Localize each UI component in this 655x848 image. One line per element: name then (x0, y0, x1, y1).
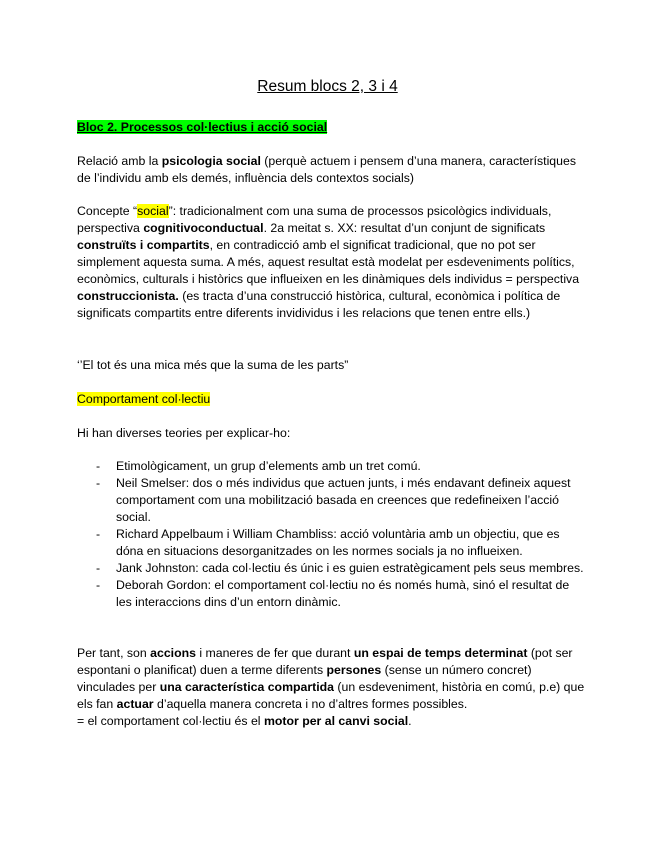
section-heading-text: Comportament col·lectiu (77, 392, 211, 406)
bullet-marker: - (96, 459, 101, 473)
text-run: Concepte “ (77, 204, 138, 218)
text-run: = el comportament col·lectiu és el (77, 714, 264, 728)
list-item-text: Richard Appelbaum i William Chambliss: acció voluntària amb un objectiu, que es dóna en situacions desorganitzades on les normes socials ja no influeixen. (116, 527, 560, 558)
text-run: ”: tradicionalment com una suma de processos psicològics individuals, perspectiva (77, 204, 552, 235)
bloc-heading-text: Bloc 2. Processos col·lectius i acció social (77, 120, 328, 134)
list-item-text: Deborah Gordon: el comportament col·lectiu no és només humà, sinó el resultat de les interaccions dins d’un entorn dinàmic. (116, 578, 570, 609)
bold-term: actuar (116, 697, 154, 711)
document-title: Resum blocs 2, 3 i 4 (257, 78, 398, 95)
text-run: . 2a meitat s. XX: resultat d’un conjunt de significats (263, 221, 546, 235)
text-run: (perquè actuem i pensem d’una manera, característiques de l’individu amb els demés, influència dels contextos socials) (77, 154, 576, 185)
text-run: Relació amb la (77, 154, 162, 168)
bold-term: psicologia social (161, 154, 261, 168)
list-item (77, 577, 587, 611)
bullet-marker: - (96, 578, 101, 592)
bullet-marker: - (96, 561, 101, 575)
section-heading (77, 391, 587, 408)
text-run: (un esdeveniment, història en comú, p.e) que els fan (77, 680, 585, 711)
list-item (77, 475, 587, 526)
text-run: d’aquella manera concreta i no d’altres formes possibles. (153, 697, 468, 711)
intro-text: Hi han diverses teories per explicar-ho: (77, 426, 291, 440)
bloc-heading (77, 119, 587, 136)
text-run: , en contradicció amb el significat tradicional, que no pot ser simplement aquesta suma. A més, aquest resultat està modelat per esdeveniments polítics, econòmics, culturals i històrics que influeixen en les dinàmiques dels individus = perspectiva (77, 238, 580, 286)
paragraph-psicologia-social (77, 153, 587, 187)
paragraph-concepte-social (77, 203, 587, 322)
paragraph-conclusion (77, 645, 587, 730)
list-item-text: Jank Johnston: cada col·lectiu és únic i es guien estratègicament pels seus membres. (116, 561, 584, 575)
list-item (77, 560, 587, 577)
bold-term: persones (326, 663, 382, 677)
theories-list (77, 458, 587, 611)
bold-term: construccionista. (77, 289, 179, 303)
text-run: (sense un número concret) vinculades per (77, 663, 532, 694)
text-run: . (408, 714, 412, 728)
bold-term: motor per al canvi social (263, 714, 409, 728)
bold-term: cognitivoconductual (143, 221, 264, 235)
list-item-text: Neil Smelser: dos o més individus que actuen junts, i més endavant defineix aquest comportament com una mobilització basada en creences que redefineixen l’acció social. (116, 476, 571, 524)
highlighted-term: social (137, 204, 169, 218)
bold-term: construïts i compartits (77, 238, 210, 252)
list-item-text: Etimològicament, un grup d’elements amb un tret comú. (116, 459, 421, 473)
quote: ‘’El tot és una mica més que la suma de les parts” (77, 358, 349, 372)
bullet-marker: - (96, 476, 101, 490)
bold-term: una característica compartida (159, 680, 335, 694)
bold-term: accions (150, 646, 196, 660)
text-run: (pot ser espontani o planificat) duen a terme diferents (77, 646, 573, 677)
list-item (77, 458, 587, 475)
bold-term: un espai de temps determinat (353, 646, 528, 660)
text-run: (es tracta d’una construcció històrica, cultural, econòmica i política de significats compartits entre diferents invidividus i les relacions que tenen entre ells.) (77, 289, 561, 320)
text-run: Per tant, son (77, 646, 151, 660)
text-run: i maneres de fer que durant (195, 646, 354, 660)
bullet-marker: - (96, 527, 101, 541)
list-item (77, 526, 587, 560)
